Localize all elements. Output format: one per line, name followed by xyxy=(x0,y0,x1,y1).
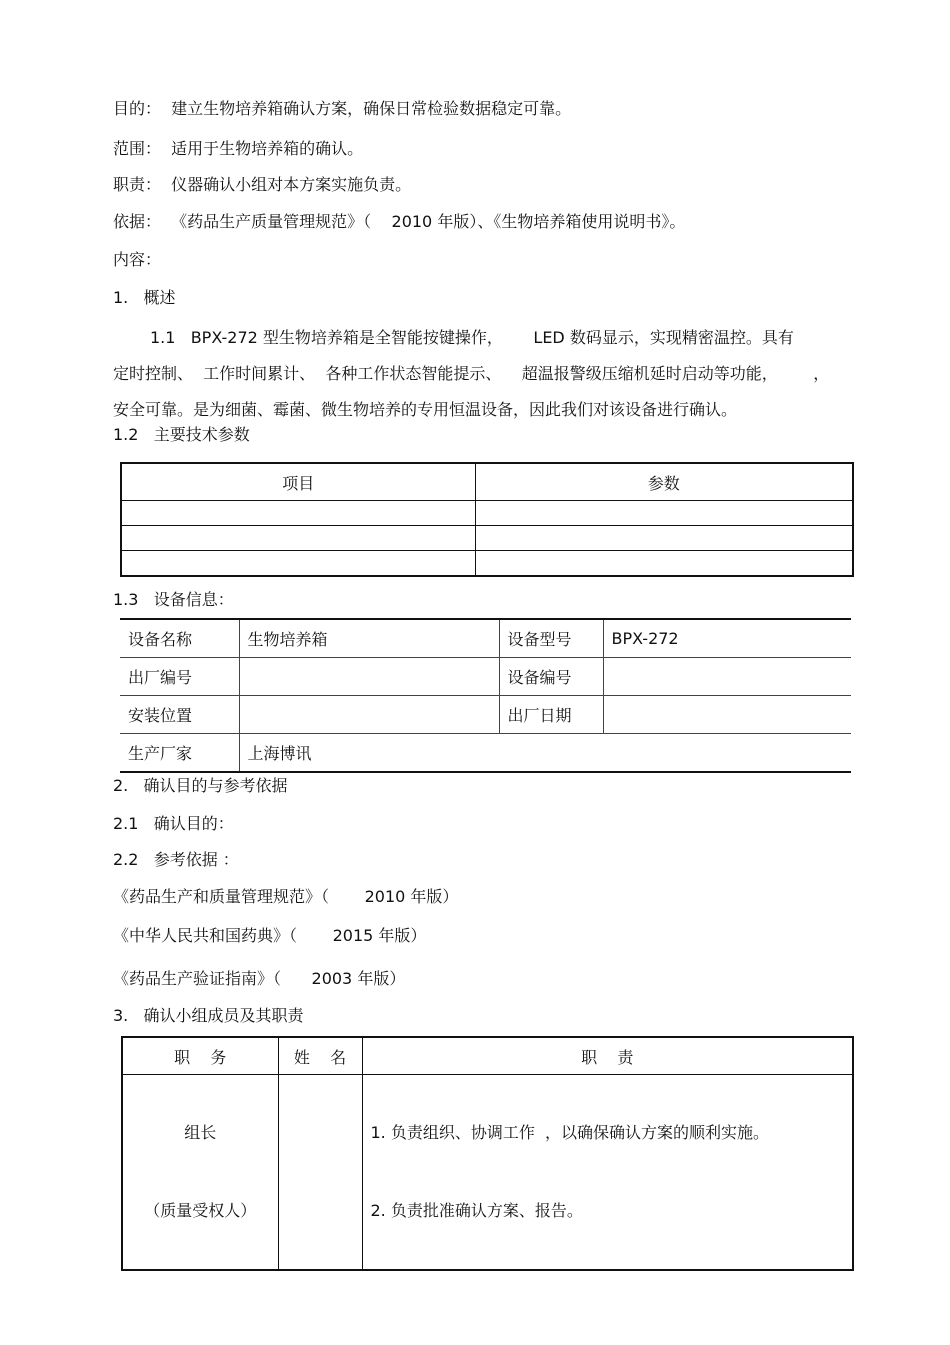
table-row xyxy=(120,734,851,773)
table-cell xyxy=(121,526,475,551)
responsibility-item: 1. 负责组织、协调工作 ，以确保确认方案的顺利实施。 xyxy=(370,1123,770,1142)
duty-line: 职责： 仪器确认小组对本方案实施负责。 xyxy=(113,175,412,194)
header-param: 参数 xyxy=(475,463,853,501)
table-header-row xyxy=(122,1037,853,1075)
value-cell xyxy=(239,658,499,696)
value-cell: 生物培养箱 xyxy=(239,619,499,658)
table-row xyxy=(121,526,853,551)
value-cell xyxy=(603,696,851,734)
role-subtitle: （质量受权人） xyxy=(144,1201,257,1220)
table-cell xyxy=(121,501,475,526)
label-cell: 生产厂家 xyxy=(120,734,239,773)
team-members-table xyxy=(121,1036,854,1271)
section-2-1-heading: 2.1 确认目的： xyxy=(113,814,234,833)
table-cell xyxy=(475,526,853,551)
equipment-info-table xyxy=(120,618,851,773)
responsibility-cell xyxy=(362,1075,853,1271)
purpose-line: 目的： 建立生物培养箱确认方案，确保日常检验数据稳定可靠。 xyxy=(113,99,572,118)
role-cell xyxy=(122,1075,278,1271)
responsibility-item: 2. 负责批准确认方案、报告。 xyxy=(370,1201,583,1220)
overview-line-2: 定时控制、 工作时间累计、 各种工作状态智能提示、 超温报警级压缩机延时启动等功能， ， xyxy=(113,364,830,383)
table-row xyxy=(120,658,851,696)
scope-line: 范围： 适用于生物培养箱的确认。 xyxy=(113,139,364,158)
label-cell: 设备名称 xyxy=(120,619,239,658)
content-label: 内容： xyxy=(113,250,162,269)
table-header-row xyxy=(121,463,853,501)
section-3-heading: 3. 确认小组成员及其职责 xyxy=(113,1006,304,1025)
label-cell: 设备编号 xyxy=(499,658,603,696)
section-2-2-heading: 2.2 参考依据 ： xyxy=(113,850,239,869)
overview-line-3: 安全可靠。是为细菌、霉菌、微生物培养的专用恒温设备，因此我们对该设备进行确认。 xyxy=(113,400,738,419)
header-responsibility: 职 责 xyxy=(362,1037,853,1075)
section-1-heading: 1. 概述 xyxy=(113,288,176,307)
tech-params-table xyxy=(120,462,854,577)
reference-item: 《药品生产验证指南》（ 2003 年版） xyxy=(113,969,406,988)
section-1-3-heading: 1.3 设备信息： xyxy=(113,590,234,609)
overview-line-1: 1.1 BPX-272 型生物培养箱是全智能按键操作， LED 数码显示，实现精密温控。具有 xyxy=(150,328,794,347)
section-2-heading: 2. 确认目的与参考依据 xyxy=(113,776,288,795)
header-role: 职 务 xyxy=(122,1037,278,1075)
table-row xyxy=(120,696,851,734)
basis-line: 依据： 《药品生产质量管理规范》（ 2010 年版）、《生物培养箱使用说明书》。 xyxy=(113,212,686,231)
label-cell: 安装位置 xyxy=(120,696,239,734)
table-row xyxy=(120,619,851,658)
reference-item: 《中华人民共和国药典》（ 2015 年版） xyxy=(113,926,427,945)
label-cell: 设备型号 xyxy=(499,619,603,658)
header-name: 姓 名 xyxy=(278,1037,362,1075)
label-cell: 出厂编号 xyxy=(120,658,239,696)
table-cell xyxy=(121,551,475,577)
role-title: 组长 xyxy=(184,1123,217,1142)
table-cell xyxy=(475,551,853,577)
table-cell xyxy=(475,501,853,526)
reference-item: 《药品生产和质量管理规范》（ 2010 年版） xyxy=(113,887,459,906)
value-cell: 上海博讯 xyxy=(239,734,851,773)
label-cell: 出厂日期 xyxy=(499,696,603,734)
value-cell xyxy=(239,696,499,734)
value-cell: BPX-272 xyxy=(603,619,851,658)
name-cell xyxy=(278,1075,362,1271)
value-cell xyxy=(603,658,851,696)
table-row xyxy=(122,1075,853,1271)
table-row xyxy=(121,551,853,577)
header-item: 项目 xyxy=(121,463,475,501)
section-1-2-heading: 1.2 主要技术参数 xyxy=(113,425,250,444)
table-row xyxy=(121,501,853,526)
